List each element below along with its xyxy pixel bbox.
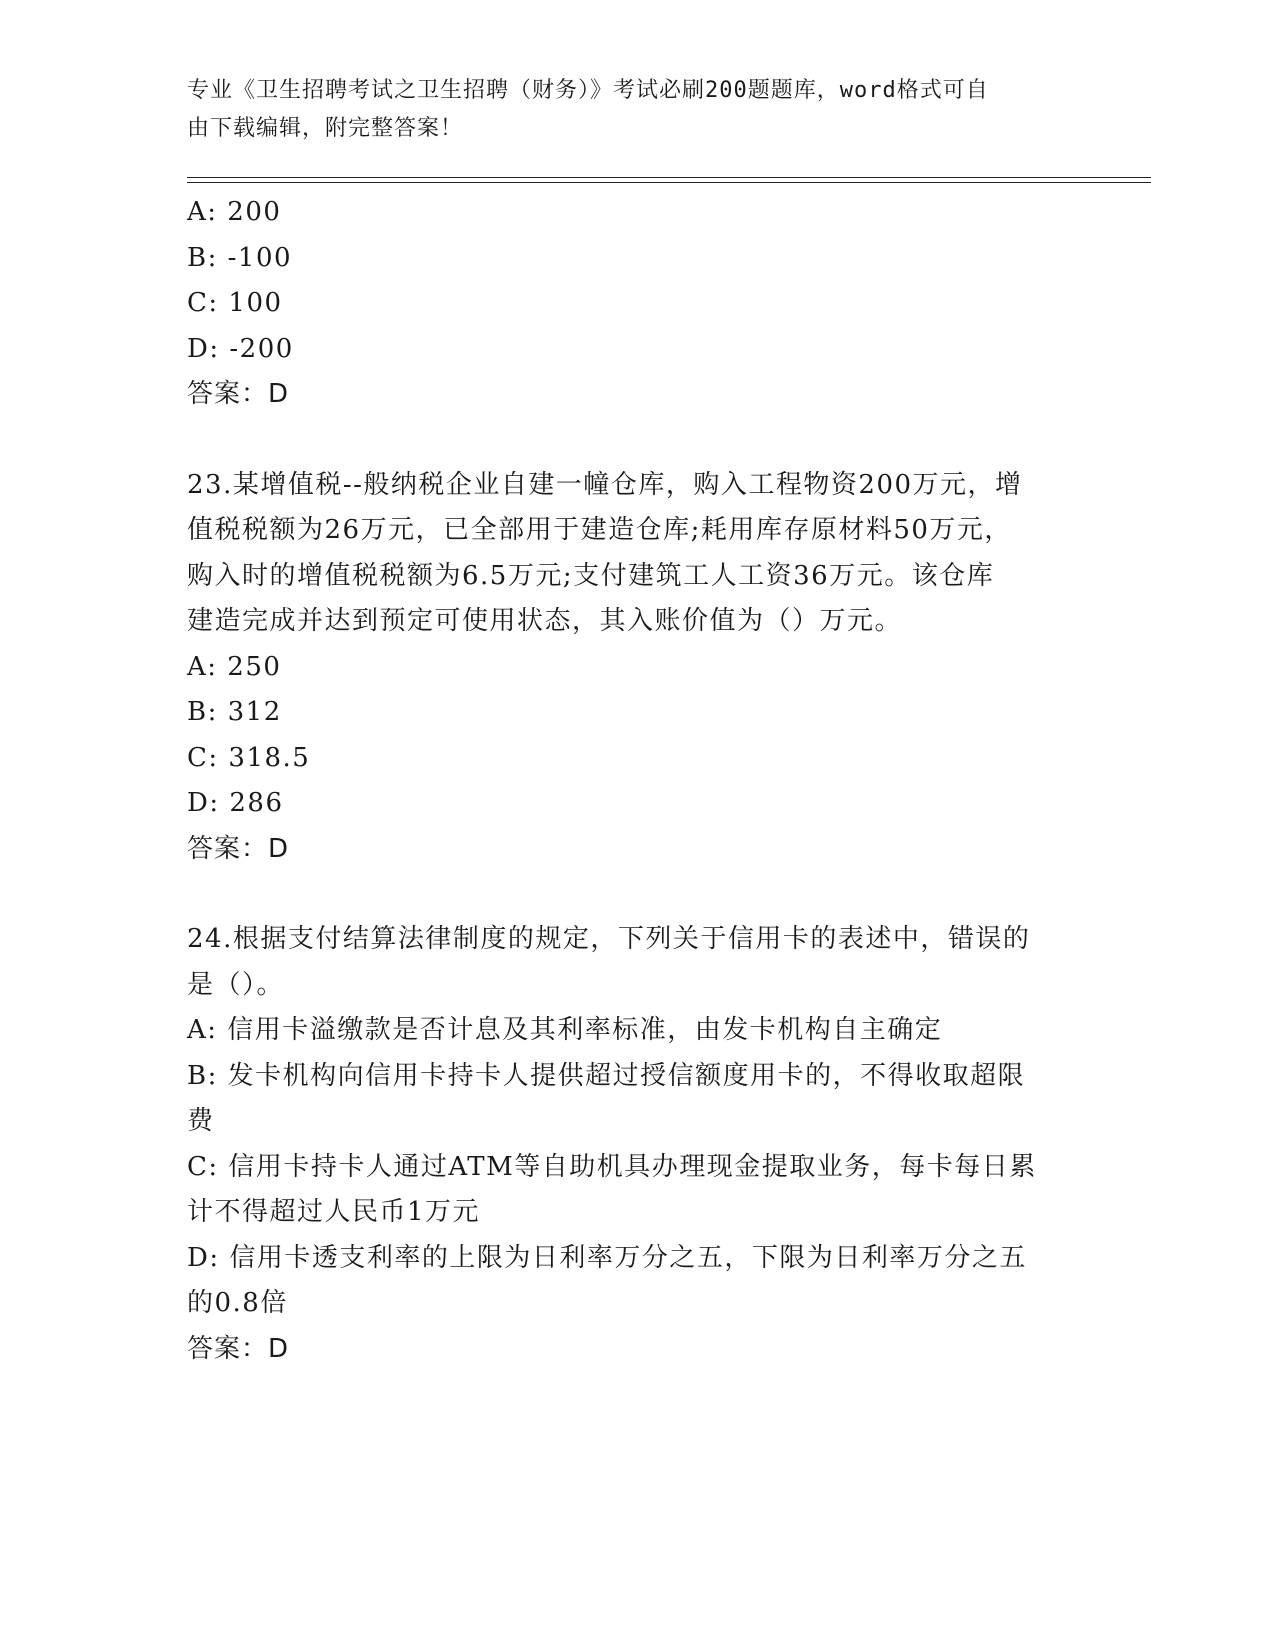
option-a: A: 信用卡溢缴款是否计息及其利率标准，由发卡机构自主确定 — [187, 1015, 943, 1045]
option-c: C: 318.5 — [187, 742, 311, 773]
question-stem-line: 购入时的增值税税额为6.5万元;支付建筑工人工资36万元。该仓库 — [187, 560, 995, 591]
spacer — [187, 872, 1087, 917]
question-stem-line: 是（）。 — [187, 969, 285, 1000]
document-header — [187, 72, 1067, 148]
question-23 — [187, 463, 1087, 873]
option-d: D: -200 — [187, 333, 294, 364]
option-c: C: 信用卡持卡人通过ATM等自助机具办理现金提取业务，每卡每日累 — [187, 1151, 1037, 1182]
header-line-1: 专业《卫生招聘考试之卫生招聘（财务）》考试必刷200题题库，word格式可自 — [187, 78, 989, 103]
question-stem-line: 24.根据支付结算法律制度的规定，下列关于信用卡的表述中，错误的 — [187, 924, 1031, 954]
answer: 答案：D — [187, 833, 290, 864]
answer: 答案：D — [187, 1333, 290, 1364]
option-b: B: 发卡机构向信用卡持卡人提供超过授信额度用卡的，不得收取超限 — [187, 1060, 1026, 1091]
question-22 — [187, 190, 1087, 418]
option-d-continued: 的0.8倍 — [187, 1288, 288, 1318]
option-b: B: 312 — [187, 697, 282, 727]
option-a: A: 200 — [187, 197, 282, 227]
option-c: C: 100 — [187, 288, 283, 318]
question-content — [187, 190, 1087, 1372]
header-divider-top — [187, 177, 1151, 178]
answer: 答案：D — [187, 379, 290, 409]
option-d: D: 286 — [187, 788, 284, 818]
header-line-2: 由下载编辑，附完整答案！ — [187, 116, 464, 141]
option-a: A: 250 — [187, 651, 282, 682]
question-stem-line: 值税税额为26万元，已全部用于建造仓库;耗用库存原材料50万元， — [187, 515, 1012, 545]
option-d: D: 信用卡透支利率的上限为日利率万分之五，下限为日利率万分之五 — [187, 1242, 1027, 1273]
option-b: B: -100 — [187, 242, 293, 273]
option-b-continued: 费 — [187, 1106, 215, 1136]
option-c-continued: 计不得超过人民币1万元 — [187, 1197, 481, 1227]
header-divider-bottom — [187, 182, 1151, 183]
spacer — [187, 418, 1087, 463]
question-stem-line: 23.某增值税--般纳税企业自建一幢仓库，购入工程物资200万元，增 — [187, 469, 1023, 500]
question-stem-line: 建造完成并达到预定可使用状态，其入账价值为（）万元。 — [187, 606, 903, 636]
question-24 — [187, 917, 1087, 1372]
